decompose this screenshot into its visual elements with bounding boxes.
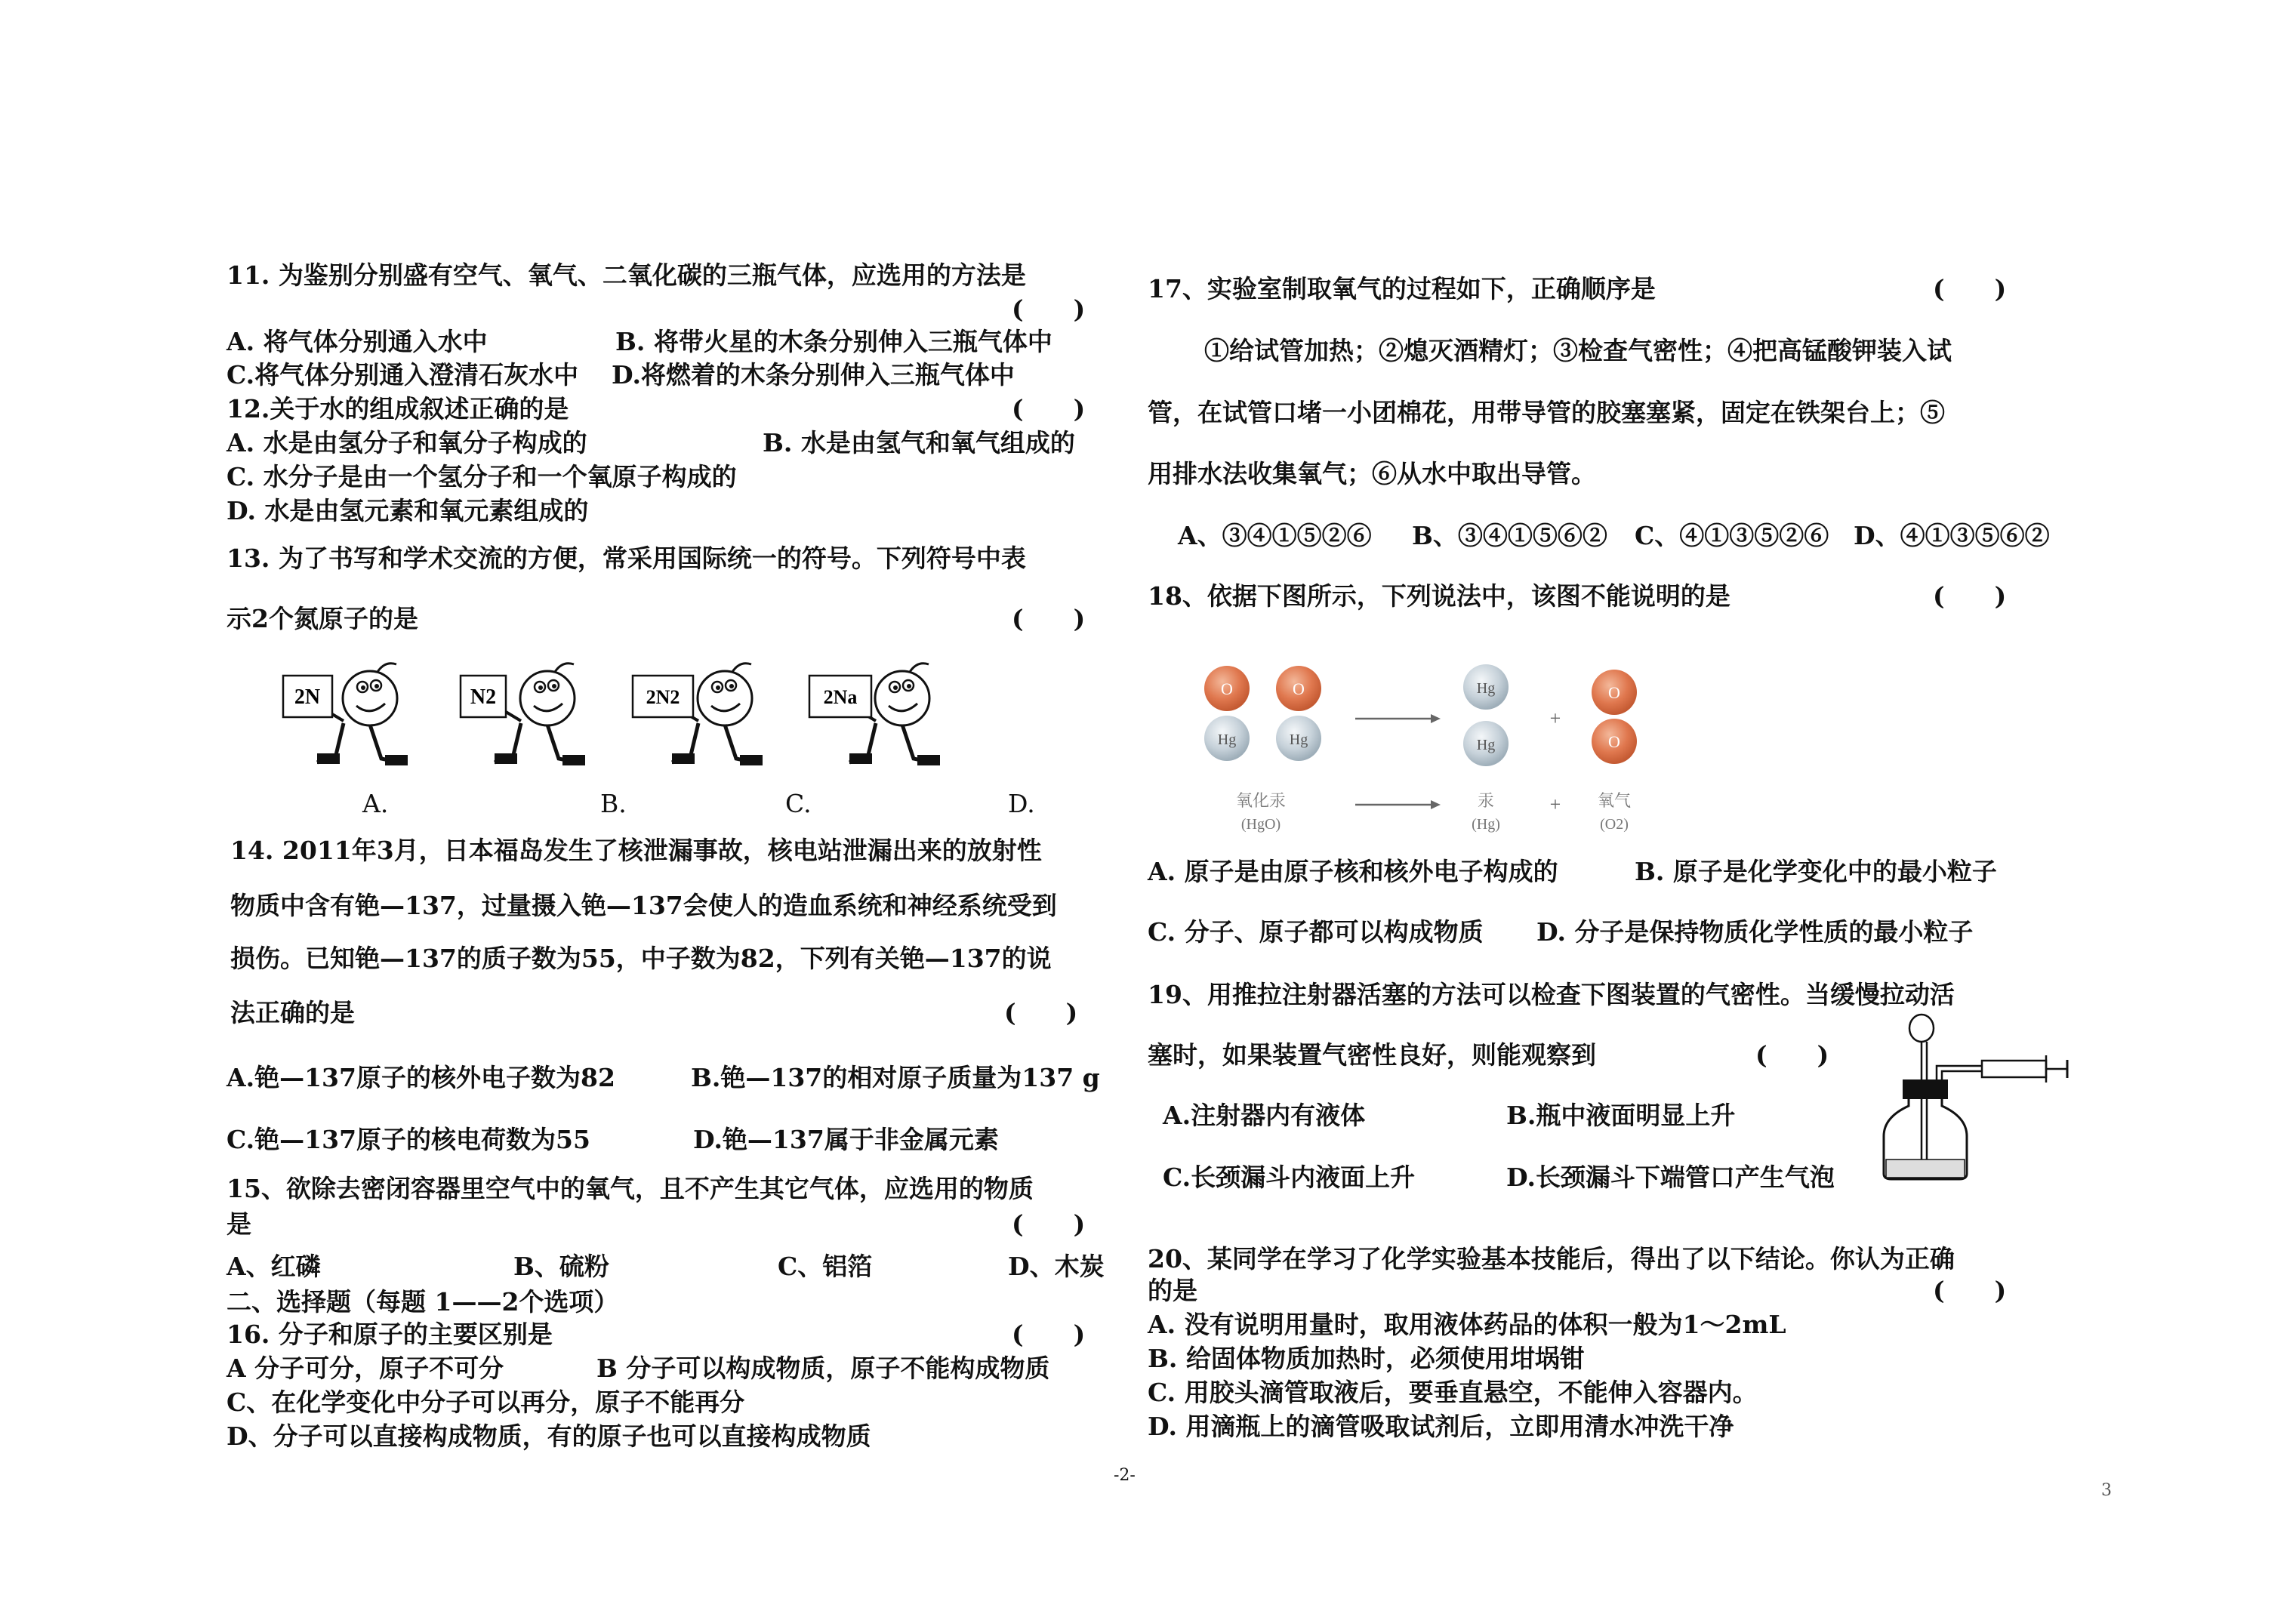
plus-sign-bottom: + [1549, 793, 1561, 815]
q14-option-c: C.铯—137原子的核电荷数为55 [227, 1125, 590, 1154]
q13-label-c: C. [785, 789, 812, 818]
q18-option-d: D. 分子是保持物质化学性质的最小粒子 [1536, 917, 1974, 947]
q20-option-c: C. 用胶头滴管取液后，要垂直悬空，不能伸入容器内。 [1148, 1378, 1758, 1407]
q13-label-b: B. [600, 789, 627, 818]
q19-stem-line1: 19、用推拉注射器活塞的方法可以检查下图装置的气密性。当缓慢拉动活 [1148, 980, 1955, 1009]
o2-name: 氧气 [1597, 791, 1632, 810]
board-c-text: 2N2 [646, 686, 680, 708]
q16-option-b: B 分子可以构成物质，原子不能构成物质 [596, 1354, 1050, 1383]
o2-atom-2-label: O [1608, 732, 1620, 751]
q17-line2: 管，在试管口堵一小团棉花，用带导管的胶塞塞紧，固定在铁架台上；⑤ [1148, 398, 1945, 427]
hg-formula: (Hg) [1472, 816, 1500, 833]
q19-option-c: C.长颈漏斗内液面上升 [1163, 1163, 1416, 1192]
q17-line3: 用排水法收集氧气；⑥从水中取出导管。 [1148, 459, 1596, 488]
q18-paren: ( ) [1933, 581, 2007, 611]
q15-stem-line2: 是 [227, 1209, 251, 1239]
q11-option-b: B. 将带火星的木条分别伸入三瓶气体中 [615, 327, 1052, 356]
q15-stem-line1: 15、欲除去密闭容器里空气中的氧气，且不产生其它气体，应选用的物质 [227, 1174, 1034, 1203]
q19-option-a: A.注射器内有液体 [1163, 1101, 1366, 1130]
q14-paren: ( ) [1004, 998, 1078, 1027]
q15-option-c: C、铝箔 [778, 1252, 873, 1281]
q16-option-c: C、在化学变化中分子可以再分，原子不能再分 [227, 1387, 745, 1417]
q14-line4: 法正确的是 [230, 998, 355, 1027]
q16-option-d: D、分子可以直接构成物质，有的原子也可以直接构成物质 [227, 1421, 871, 1451]
q20-paren: ( ) [1933, 1276, 2007, 1305]
q12-option-d: D. 水是由氢元素和氧元素组成的 [227, 496, 589, 525]
q20-stem-line1: 20、某同学在学习了化学实验基本技能后，得出了以下结论。你认为正确 [1148, 1244, 1955, 1273]
q11-option-a: A. 将气体分别通入水中 [227, 327, 488, 356]
q18-option-b: B. 原子是化学变化中的最小粒子 [1635, 857, 1997, 886]
q11-option-d: D.将燃着的木条分别伸入三瓶气体中 [612, 360, 1015, 390]
hg-name: 汞 [1477, 791, 1495, 810]
mercury-atom-1-label: Hg [1476, 680, 1496, 697]
board-b [461, 664, 585, 765]
plus-sign-top: + [1549, 707, 1561, 729]
q20-option-d: D. 用滴瓶上的滴管吸取试剂后，立即用清水冲洗干净 [1148, 1412, 1734, 1441]
q19-option-b: B.瓶中液面明显上升 [1506, 1101, 1736, 1130]
q19-stem-line2: 塞时，如果装置气密性良好，则能观察到 [1148, 1040, 1596, 1070]
q19-option-d: D.长颈漏斗下端管口产生气泡 [1506, 1163, 1835, 1192]
q17-paren: ( ) [1933, 274, 2007, 303]
q12-option-c: C. 水分子是由一个氢分子和一个氧原子构成的 [227, 462, 737, 491]
q13-label-a: A. [362, 789, 389, 818]
q15-option-a: A、红磷 [227, 1252, 321, 1281]
q18-figure [1185, 649, 1669, 838]
q15-option-d: D、木炭 [1008, 1252, 1105, 1281]
board-a [283, 664, 408, 765]
q11-option-c: C.将气体分别通入澄清石灰水中 [227, 360, 579, 390]
q12-paren: ( ) [1012, 394, 1086, 423]
q14-line1: 14. 2011年3月，日本福岛发生了核泄漏事故，核电站泄漏出来的放射性 [230, 836, 1042, 865]
board-c [633, 664, 763, 765]
o2-formula: (O2) [1600, 816, 1629, 833]
q15-paren: ( ) [1012, 1209, 1086, 1239]
hgo1-oxygen-label: O [1221, 679, 1233, 698]
q17-option-d: D、④①③⑤⑥② [1854, 521, 2050, 550]
q14-line3: 损伤。已知铯—137的质子数为55，中子数为82，下列有关铯—137的说 [230, 944, 1052, 973]
q18-option-a: A. 原子是由原子核和核外电子构成的 [1148, 857, 1558, 886]
funnel-bulb [1909, 1015, 1934, 1042]
board-d-text: 2Na [823, 686, 858, 708]
page-number: -2- [1114, 1466, 1136, 1485]
hgo2-oxygen-label: O [1293, 679, 1305, 698]
q13-figure [272, 657, 966, 778]
q14-option-a: A.铯—137原子的核外电子数为82 [227, 1063, 615, 1092]
hgo-name: 氧化汞 [1235, 791, 1287, 810]
board-d [809, 664, 940, 765]
q14-line2: 物质中含有铯—137，过量摄入铯—137会使人的造血系统和神经系统受到 [230, 891, 1057, 920]
o2-atom-1-label: O [1608, 683, 1620, 702]
bottle-liquid [1886, 1160, 1965, 1178]
q14-option-b: B.铯—137的相对原子质量为137 g [691, 1063, 1100, 1092]
q13-label-d: D. [1008, 789, 1035, 818]
q19-apparatus [1872, 1012, 2076, 1185]
q17-line1: ①给试管加热；②熄灭酒精灯；③检查气密性；④把高锰酸钾装入试 [1204, 336, 1952, 365]
q20-option-b: B. 给固体物质加热时，必须使用坩埚钳 [1148, 1344, 1585, 1373]
q17-stem: 17、实验室制取氧气的过程如下，正确顺序是 [1148, 274, 1656, 303]
q12-option-b: B. 水是由氢气和氧气组成的 [763, 428, 1075, 457]
q16-paren: ( ) [1012, 1320, 1086, 1349]
hgo-formula: (HgO) [1240, 816, 1281, 833]
q13-paren: ( ) [1012, 604, 1086, 633]
edge-page-number: 3 [2101, 1481, 2112, 1500]
q12-option-a: A. 水是由氢分子和氧分子构成的 [227, 428, 587, 457]
hgo1-mercury-label: Hg [1217, 731, 1237, 748]
q17-option-c: C、④①③⑤②⑥ [1635, 521, 1829, 550]
hgo2-mercury-label: Hg [1289, 731, 1308, 748]
mercury-atom-2-label: Hg [1476, 737, 1496, 753]
q16-stem: 16. 分子和原子的主要区别是 [227, 1320, 553, 1349]
q20-stem-line2: 的是 [1148, 1276, 1197, 1305]
q14-option-d: D.铯—137属于非金属元素 [693, 1125, 999, 1154]
q19-paren: ( ) [1755, 1040, 1829, 1070]
q20-option-a: A. 没有说明用量时，取用液体药品的体积一般为1～2mL [1148, 1310, 1786, 1339]
syringe-barrel [1982, 1061, 2046, 1077]
q11-stem: 11. 为鉴别分别盛有空气、氧气、二氧化碳的三瓶气体，应选用的方法是 [227, 260, 1026, 290]
q16-option-a: A 分子可分，原子不可分 [227, 1354, 504, 1383]
q11-paren: ( ) [1012, 294, 1086, 324]
q13-stem-line1: 13. 为了书写和学术交流的方便，常采用国际统一的符号。下列符号中表 [227, 544, 1026, 573]
board-a-text: 2N [294, 685, 321, 709]
q12-stem: 12.关于水的组成叙述正确的是 [227, 394, 569, 423]
q15-option-b: B、硫粉 [513, 1252, 609, 1281]
q18-stem: 18、依据下图所示，下列说法中，该图不能说明的是 [1148, 581, 1730, 611]
board-b-text: N2 [470, 685, 497, 709]
q18-option-c: C. 分子、原子都可以构成物质 [1148, 917, 1484, 947]
q17-option-b: B、③④①⑤⑥② [1412, 521, 1607, 550]
q13-stem-line2: 示2个氮原子的是 [227, 604, 418, 633]
section-2-heading: 二、选择题（每题 1——2个选项） [227, 1287, 619, 1317]
stopper [1903, 1079, 1948, 1099]
q17-option-a: A、③④①⑤②⑥ [1178, 521, 1372, 550]
